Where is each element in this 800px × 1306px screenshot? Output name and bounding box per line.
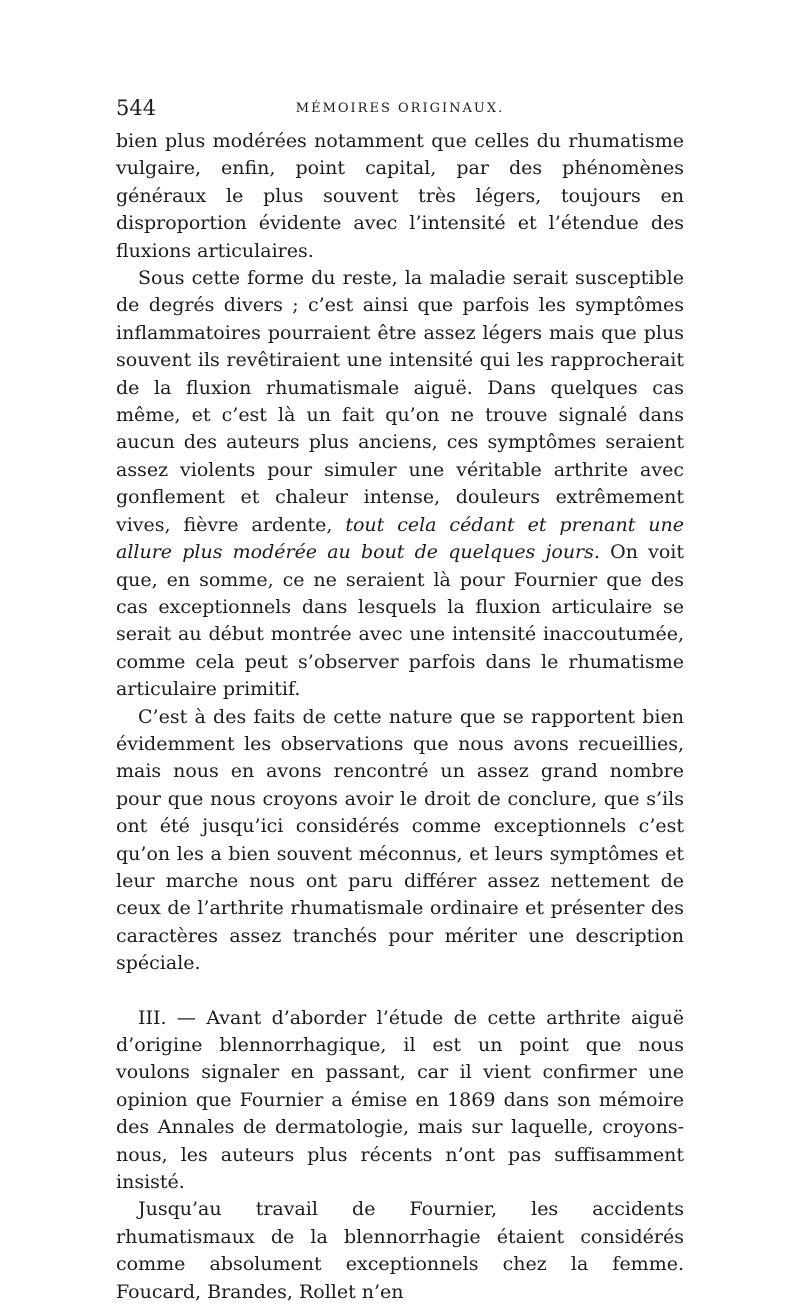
paragraph-2-part-a: Sous cette forme du reste, la maladie serait susceptible de degrés divers ; c’est ainsi que parfois les symptômes inflammatoires pourraient être assez légers mais que plus souvent ils revêtiraient une intensité qui les rapprocherait de la fluxion rhumatismale aiguë. Dans quelques cas même, et c’est là un fait qu’on ne trouve signalé dans aucun des auteurs plus anciens, ces symptômes seraient assez violents pour simuler une véritable arthrite avec gonflement et chaleur intense, douleurs extrêmement vives, fièvre ardente, xyxy=(116,267,684,536)
paragraph-2-part-b: On voit que, en somme, ce ne seraient là pour Fournier que des cas exceptionnels dans lesquels la fluxion articulaire se serait au début montrée avec une intensité inaccoutumée, comme cela peut s’observer parfois dans le rhumatisme articulaire primitif. xyxy=(116,541,684,701)
running-title: MÉMOIRES ORIGINAUX. xyxy=(295,101,505,116)
running-head xyxy=(116,96,684,126)
page-number: 544 xyxy=(116,96,157,120)
paragraph-5: Jusqu’au travail de Fournier, les accidents rhumatismaux de la blennorrhagie étaient considérés comme absolument exceptionnels chez la femme. Foucard, Brandes, Rollet n’en xyxy=(116,1198,684,1303)
paragraph-2 xyxy=(116,265,684,704)
paragraph-3: C’est à des faits de cette nature que se rapportent bien évidemment les observations que nous avons recueillies, mais nous en avons rencontré un assez grand nombre pour que nous croyons avoir le droit de conclure, que s’ils ont été jusqu’ici considérés comme exceptionnels c’est qu’on les a bien souvent méconnus, et leurs symptômes et leur marche nous ont paru différer assez nettement de ceux de l’arthrite rhumatismale ordinaire et présenter des caractères assez tranchés pour mériter une description spéciale. xyxy=(116,705,684,975)
book-page xyxy=(116,96,684,1306)
paragraph-2-italic: tout cela cédant et prenant une allure plus modérée au bout de quelques jours. xyxy=(116,513,684,564)
body-text xyxy=(116,128,684,1306)
paragraph-4-section-iii: III. — Avant d’aborder l’étude de cette arthrite aiguë d’origine blennorrhagique, il est un point que nous voulons signaler en passant, car il vient confirmer une opinion que Fournier a émise en 1869 dans son mémoire des Annales de dermatologie, mais sur laquelle, croyons-nous, les auteurs plus récents n’ont pas suffisamment insisté. xyxy=(116,1006,684,1194)
paragraph-1: bien plus modérées notamment que celles du rhumatisme vulgaire, enfin, point capital, par des phénomènes généraux le plus souvent très légers, toujours en disproportion évidente avec l’intensité et l’étendue des fluxions articulaires. xyxy=(116,130,684,262)
